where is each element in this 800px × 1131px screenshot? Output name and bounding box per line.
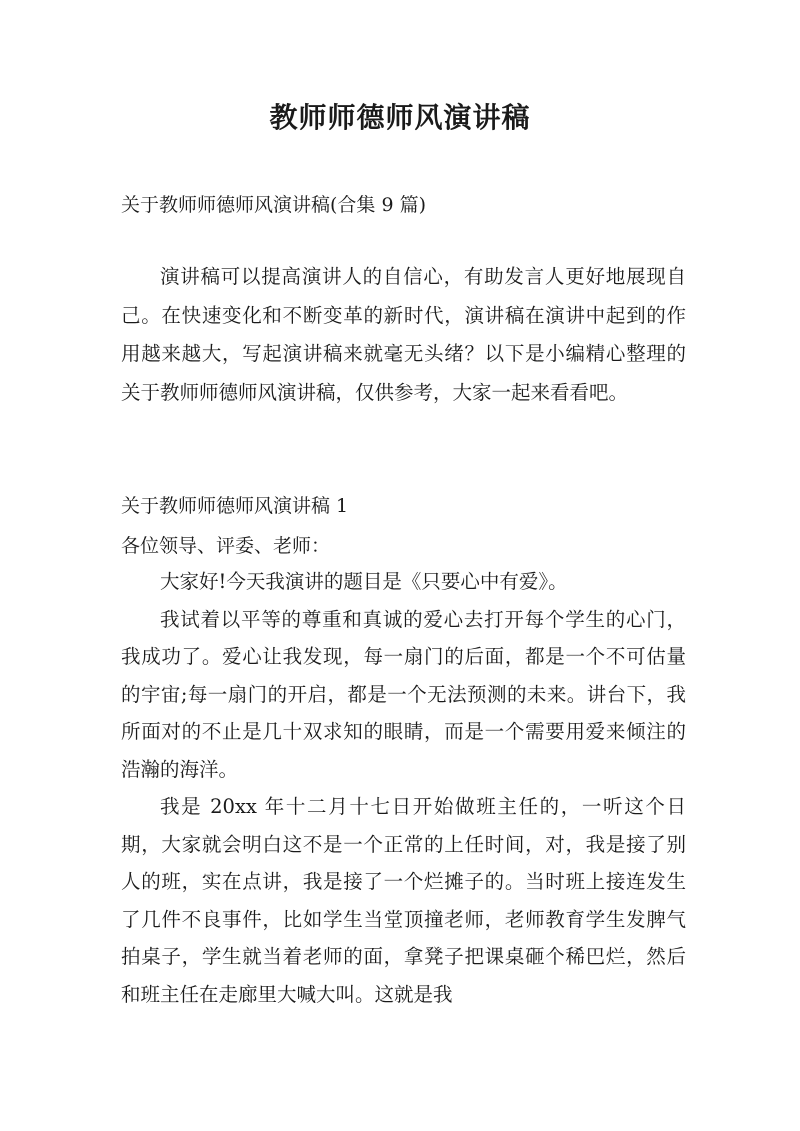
salutation: 各位领导、评委、老师： bbox=[121, 535, 331, 557]
document-subtitle: 关于教师师德师风演讲稿(合集 9 篇) bbox=[121, 194, 426, 216]
body-paragraph: 大家好!今天我演讲的题目是《只要心中有爱》。 bbox=[160, 570, 568, 593]
document-title: 教师师德师风演讲稿 bbox=[269, 101, 531, 134]
section-title: 关于教师师德师风演讲稿 1 bbox=[121, 495, 349, 517]
intro-paragraph: 演讲稿可以提高演讲人的自信心，有助发言人更好地展现自己。在快速变化和不断变革的新时代，演讲稿在演讲中起到的作用越来越大，写起演讲稿来就毫无头绪？以下是小编精心整理的关于教师师德师风演讲稿，仅供参考，大家一起来看看吧。 bbox=[121, 265, 686, 404]
speech-body bbox=[121, 563, 686, 1013]
body-paragraph: 我试着以平等的尊重和真诚的爱心去打开每个学生的心门，我成功了。爱心让我发现，每一扇门的后面，都是一个不可估量的宇宙;每一扇门的开启，都是一个无法预测的未来。讲台下，我所面对的不止是几十双求知的眼睛，而是一个需要用爱来倾注的浩瀚的海洋。 bbox=[121, 607, 686, 781]
body-paragraph: 我是 20xx 年十二月十七日开始做班主任的，一听这个日期，大家就会明白这不是一个正常的上任时间，对，我是接了别人的班，实在点讲，我是接了一个烂摊子的。当时班上接连发生了几件不良事件，比如学生当堂顶撞老师，老师教育学生发脾气拍桌子，学生就当着老师的面，拿凳子把课桌砸个稀巴烂，然后和班主任在走廊里大喊大叫。这就是我 bbox=[121, 795, 686, 1006]
